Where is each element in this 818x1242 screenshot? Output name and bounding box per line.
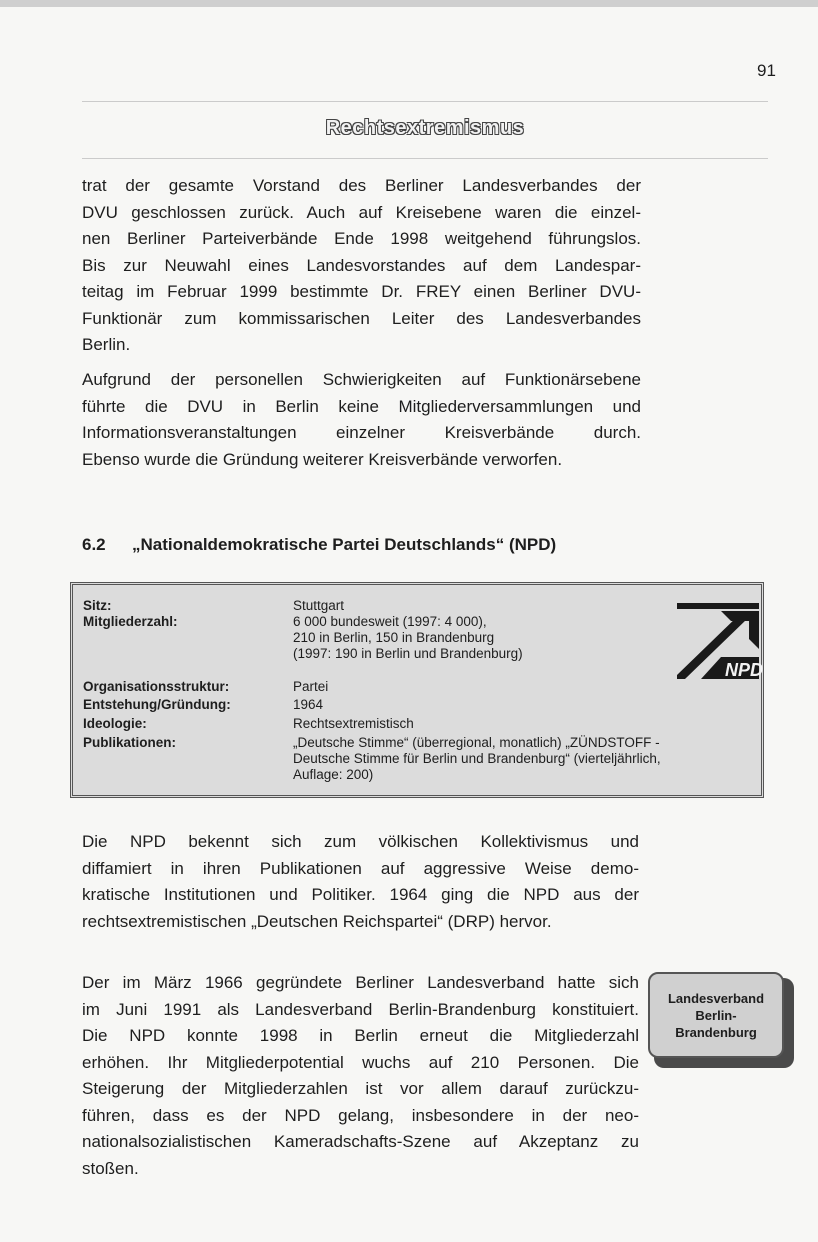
- scan-top-edge: [0, 0, 818, 7]
- fact-value-line: 1964: [293, 697, 324, 712]
- logo-bar: [677, 603, 759, 609]
- text-line: Die NPD bekennt sich zum völkischen Kollektivismus und: [82, 832, 639, 851]
- text-line: führte die DVU in Berlin keine Mitgliederversammlungen und: [82, 396, 641, 416]
- text-line: nen Berliner Parteiverbände Ende 1998 weitgehend führungslos.: [82, 229, 641, 248]
- fact-value-ideologie: [293, 716, 414, 732]
- text-line: nationalsozialistischen Kameradschafts-Szene auf Akzeptanz zu: [82, 1132, 639, 1151]
- logo-text: NPD: [725, 660, 764, 680]
- fact-label-mitgliederzahl: Mitgliederzahl:: [83, 614, 178, 629]
- margin-note: [648, 972, 794, 1068]
- section-number: 6.2: [82, 535, 106, 554]
- fact-value-mitgliederzahl: [293, 614, 523, 662]
- header-rule-bottom: [82, 158, 768, 159]
- fact-label-sitz: Sitz:: [83, 598, 112, 613]
- margin-note-line: Landesverband: [667, 990, 765, 1006]
- dvu-paragraph: [82, 367, 641, 473]
- npd-fact-box: [70, 582, 764, 798]
- text-line: im Juni 1991 als Landesverband Berlin-Brandenburg konstituiert.: [82, 999, 639, 1019]
- fact-value-line: (1997: 190 in Berlin und Brandenburg): [293, 646, 523, 661]
- fact-value-line: 6 000 bundesweit (1997: 4 000),: [293, 614, 487, 629]
- text-line: kratische Institutionen und Politiker. 1964 ging die NPD aus der: [82, 885, 639, 904]
- text-line: Bis zur Neuwahl eines Landesvorstandes auf dem Landespar-: [82, 255, 641, 275]
- fact-value-line: Rechtsextremistisch: [293, 716, 414, 731]
- fact-value-entstehung: [293, 697, 323, 713]
- fact-value-line: Deutsche Stimme für Berlin und Brandenburg“ (vierteljährlich,: [293, 751, 661, 766]
- npd-logo: [677, 603, 764, 680]
- margin-note-line: Berlin-: [695, 1007, 737, 1023]
- section-heading: [82, 535, 556, 555]
- fact-value-line: Partei: [293, 679, 329, 694]
- text-line: Berlin.: [82, 335, 131, 354]
- text-line: teitag im Februar 1999 bestimmte Dr. FREY einen Berliner DVU-: [82, 282, 641, 301]
- fact-value-organisationsstruktur: [293, 679, 328, 695]
- margin-note-label: [648, 972, 784, 1058]
- text-line: Aufgrund der personellen Schwierigkeiten auf Funktionärsebene: [82, 370, 641, 389]
- text-line: Informationsveranstaltungen einzelner Kreisverbände durch.: [82, 423, 641, 442]
- fact-value-publikationen: [293, 735, 661, 783]
- fact-label-entstehung: Entstehung/Gründung:: [83, 697, 231, 712]
- text-line: trat der gesamte Vorstand des Berliner Landesverbandes der: [82, 176, 641, 195]
- landesverband-paragraph: [82, 970, 639, 1182]
- fact-value-line: Auflage: 200): [293, 767, 374, 782]
- text-line: Steigerung der Mitgliederzahlen ist vor allem darauf zurückzu-: [82, 1079, 639, 1098]
- fact-value-line: „Deutsche Stimme“ (überregional, monatlich) „ZÜNDSTOFF -: [293, 735, 660, 750]
- fact-label-ideologie: Ideologie:: [83, 716, 147, 731]
- fact-label-publikationen: Publikationen:: [83, 735, 177, 750]
- text-line: stoßen.: [82, 1158, 139, 1178]
- fact-label-organisationsstruktur: Organisationsstruktur:: [83, 679, 230, 694]
- text-line: DVU geschlossen zurück. Auch auf Kreisebene waren die einzel-: [82, 202, 641, 222]
- text-line: Ebenso wurde die Gründung weiterer Kreisverbände verworfen.: [82, 449, 563, 469]
- fact-value-line: Stuttgart: [293, 598, 345, 613]
- text-line: diffamiert in ihren Publikationen auf aggressive Weise demo-: [82, 858, 639, 878]
- text-line: Die NPD konnte 1998 in Berlin erneut die Mitgliederzahl: [82, 1026, 639, 1045]
- text-line: führen, dass es der NPD gelang, insbesondere in der neo-: [82, 1105, 639, 1125]
- section-title: „Nationaldemokratische Partei Deutschlands“ (NPD): [132, 535, 557, 554]
- text-line: Der im März 1966 gegründete Berliner Landesverband hatte sich: [82, 973, 639, 992]
- margin-note-line: Brandenburg: [675, 1024, 757, 1040]
- text-line: erhöhen. Ihr Mitgliederpotential wuchs auf 210 Personen. Die: [82, 1052, 639, 1072]
- fact-value-sitz: [293, 598, 344, 614]
- header-rule-top: [82, 101, 768, 102]
- intro-paragraph: [82, 173, 641, 359]
- fact-value-line: 210 in Berlin, 150 in Brandenburg: [293, 630, 495, 645]
- text-line: Funktionär zum kommissarischen Leiter des Landesverbandes: [82, 308, 641, 328]
- text-line: rechtsextremistischen „Deutschen Reichspartei“ (DRP) hervor.: [82, 911, 552, 931]
- npd-paragraph: [82, 829, 639, 935]
- running-head: Rechtsextremismus: [325, 117, 525, 139]
- page-number: 91: [757, 61, 776, 80]
